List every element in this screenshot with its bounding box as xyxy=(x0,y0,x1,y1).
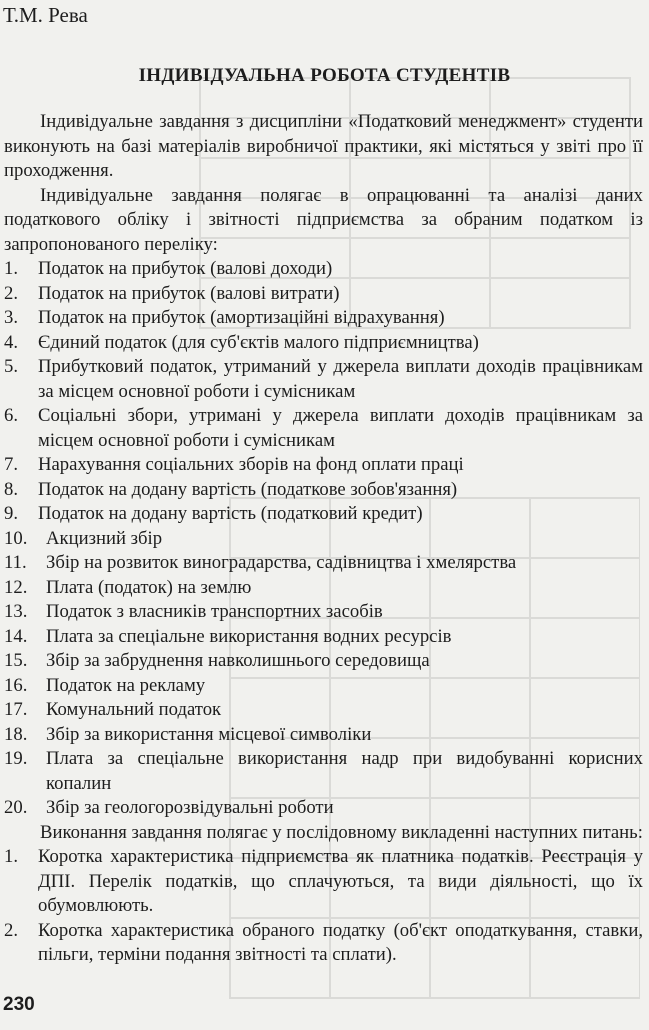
list-item xyxy=(4,355,643,404)
list-item xyxy=(4,796,643,821)
list-text: Плата (податок) на землю xyxy=(46,576,252,598)
list-item xyxy=(4,257,643,282)
list-item xyxy=(4,919,643,968)
list-number: 2. xyxy=(4,919,19,941)
list-text: Податок на прибуток (валові доходи) xyxy=(38,258,333,279)
list-number: 8. xyxy=(4,478,19,500)
intro-paragraph-1: Індивідуальне завдання з дисципліни «Податковий менеджмент» студенти виконують на базі матеріалів виробничої практики, які містяться у звіті про її проходження. xyxy=(4,111,643,181)
list-item xyxy=(4,649,643,674)
list-number: 9. xyxy=(4,503,19,524)
sequence-paragraph: Виконання завдання полягає у послідовному викладенні наступних питань: xyxy=(40,821,643,843)
list-text: Збір за використання місцевої символіки xyxy=(46,723,372,745)
list-text: Плата за спеціальне використання надр при видобуванні корисних копалин xyxy=(46,748,643,794)
list-text: Збір за геологорозвідувальні роботи xyxy=(46,797,334,818)
list-item xyxy=(4,747,643,796)
list-number: 3. xyxy=(4,307,19,328)
list-text: Соціальні збори, утримані у джерела виплати доходів працівникам за місцем основної роботи і сумісникам xyxy=(38,405,643,451)
list-number: 20. xyxy=(4,797,28,818)
list-number: 7. xyxy=(4,454,19,475)
list-text: Податок на рекламу xyxy=(46,674,206,696)
running-header-author: Т.М. Рева xyxy=(3,3,88,27)
list-text: Нарахування соціальних зборів на фонд оплати праці xyxy=(38,454,464,475)
list-text: Прибутковий податок, утриманий у джерела виплати доходів працівникам за місцем основної роботи і сумісникам xyxy=(38,356,643,402)
list-text: Коротка характеристика обраного податку (об'єкт оподаткування, ставки, пільги, терміни подання звітності та сплати). xyxy=(38,919,643,965)
list-text: Комунальний податок xyxy=(46,699,222,720)
list-item xyxy=(4,674,643,699)
intro-paragraph-2: Індивідуальне завдання полягає в опрацюванні та аналізі даних податкового обліку і звітності підприємства за обраним податком із запропонованого переліку: xyxy=(4,184,643,255)
list-text: Плата за спеціальне використання водних ресурсів xyxy=(46,625,452,647)
list-text: Збір на розвиток виноградарства, садівництва і хмелярства xyxy=(46,552,517,573)
list-item xyxy=(4,306,643,331)
list-item xyxy=(4,698,643,723)
list-item xyxy=(4,404,643,453)
page-number: 230 xyxy=(3,994,35,1015)
list-number: 18. xyxy=(4,723,28,745)
list-item xyxy=(4,502,643,527)
list-text: Єдиний податок (для суб'єктів малого підприємництва) xyxy=(38,331,479,353)
list-item xyxy=(4,625,643,650)
list-item xyxy=(4,478,643,503)
list-item xyxy=(4,453,643,478)
list-text: Податок на додану вартість (податкове зобов'язання) xyxy=(38,478,458,500)
list-text: Податок на додану вартість (податковий кредит) xyxy=(38,503,423,524)
body-text xyxy=(4,110,643,968)
list-item xyxy=(4,551,643,576)
list-text: Податок на прибуток (амортизаційні відрахування) xyxy=(38,307,445,328)
list-text: Податок з власників транспортних засобів xyxy=(46,601,383,622)
list-text: Коротка характеристика підприємства як платника податків. Реєстрація у ДПІ. Перелік податків, що сплачуються, та види діяльності, що їх обумовлюють. xyxy=(38,846,643,916)
list-number: 5. xyxy=(4,356,19,377)
list-number: 1. xyxy=(4,258,19,279)
list-number: 2. xyxy=(4,282,19,304)
list-number: 12. xyxy=(4,576,28,598)
list-item xyxy=(4,282,643,307)
list-number: 4. xyxy=(4,331,19,353)
list-number: 1. xyxy=(4,846,19,867)
list-number: 15. xyxy=(4,650,28,671)
list-number: 16. xyxy=(4,674,28,696)
list-item xyxy=(4,845,643,919)
list-item xyxy=(4,600,643,625)
steps-list xyxy=(4,845,643,968)
list-number: 11. xyxy=(4,552,27,573)
list-number: 14. xyxy=(4,625,28,647)
list-item xyxy=(4,576,643,601)
list-number: 19. xyxy=(4,748,28,769)
list-text: Збір за забруднення навколишнього середовища xyxy=(46,650,430,671)
list-item xyxy=(4,527,643,552)
list-text: Акцизний збір xyxy=(46,527,163,549)
list-number: 6. xyxy=(4,405,19,426)
list-number: 17. xyxy=(4,699,28,720)
list-text: Податок на прибуток (валові витрати) xyxy=(38,282,340,304)
section-title: ІНДИВІДУАЛЬНА РОБОТА СТУДЕНТІВ xyxy=(138,65,511,86)
list-number: 10. xyxy=(4,527,28,549)
list-number: 13. xyxy=(4,601,28,622)
list-item xyxy=(4,331,643,356)
list-item xyxy=(4,723,643,748)
tax-list xyxy=(4,257,643,821)
